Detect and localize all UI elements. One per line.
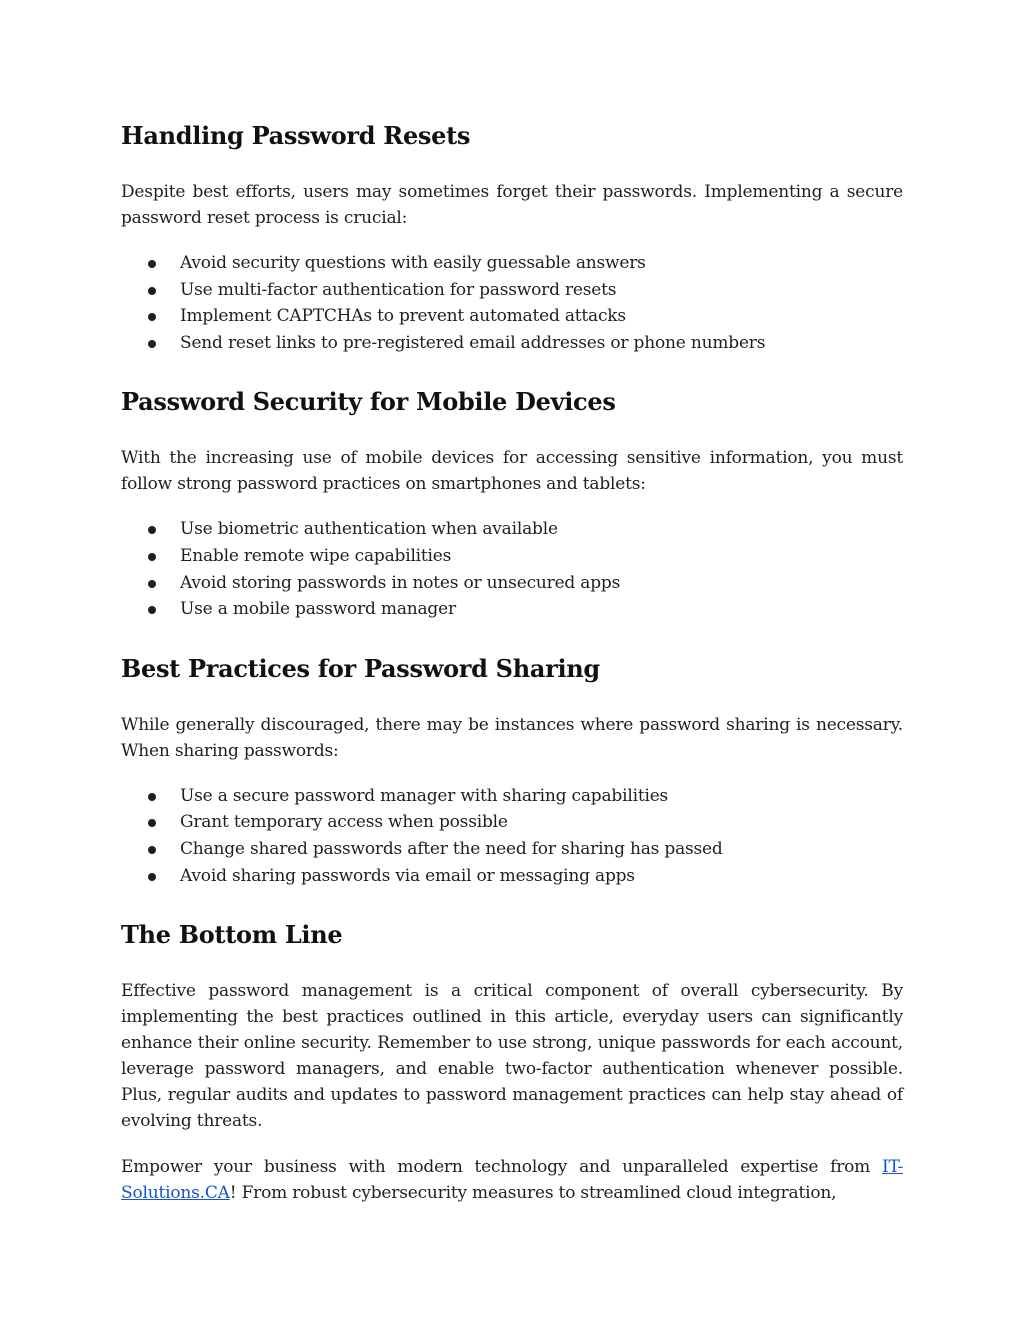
closing-paragraph (121, 1154, 903, 1206)
bullet-icon (148, 526, 156, 534)
bullet-icon (148, 580, 156, 588)
section-heading-password-sharing: Best Practices for Password Sharing (121, 653, 600, 683)
bullet-icon (148, 819, 156, 827)
list-item: Avoid sharing passwords via email or messaging apps (121, 863, 903, 890)
bullet-icon (148, 553, 156, 561)
bullet-list-password-resets (121, 250, 903, 356)
section-heading-bottom-line: The Bottom Line (121, 920, 343, 950)
bullet-icon (148, 873, 156, 881)
bullet-icon (148, 260, 156, 268)
bullet-icon (148, 313, 156, 321)
section-intro-mobile-devices: With the increasing use of mobile devices for accessing sensitive information, you must follow strong password practices on smartphones and tablets: (121, 448, 903, 495)
bullet-list-password-sharing (121, 783, 903, 889)
list-item: Use a mobile password manager (121, 596, 903, 623)
list-item: Send reset links to pre-registered email addresses or phone numbers (121, 330, 903, 357)
list-item: Use multi-factor authentication for password resets (121, 277, 903, 304)
list-item: Avoid security questions with easily guessable answers (121, 250, 903, 277)
list-item: Use biometric authentication when available (121, 516, 903, 543)
list-item: Use a secure password manager with sharing capabilities (121, 783, 903, 810)
list-item: Implement CAPTCHAs to prevent automated attacks (121, 303, 903, 330)
document-content (121, 118, 903, 1206)
bullet-icon (148, 287, 156, 295)
it-solutions-link[interactable]: IT-Solutions.CA (121, 1157, 903, 1204)
list-item: Avoid storing passwords in notes or unsecured apps (121, 570, 903, 597)
list-item: Change shared passwords after the need for sharing has passed (121, 836, 903, 863)
closing-text-before: Empower your business with modern technology and unparalleled expertise from (121, 1157, 882, 1178)
section-intro-password-sharing: While generally discouraged, there may be instances where password sharing is necessary. When sharing passwords: (121, 714, 903, 761)
bullet-list-mobile-devices (121, 516, 903, 622)
section-intro-password-resets: Despite best efforts, users may sometimes forget their passwords. Implementing a secure password reset process is crucial: (121, 182, 903, 228)
closing-text-after: ! From robust cybersecurity measures to streamlined cloud integration, (229, 1183, 837, 1204)
section-heading-password-resets: Handling Password Resets (121, 121, 471, 150)
bullet-icon (148, 793, 156, 801)
section-heading-mobile-devices: Password Security for Mobile Devices (121, 387, 616, 417)
list-item: Grant temporary access when possible (121, 809, 903, 836)
bullet-icon (148, 846, 156, 854)
bullet-icon (148, 606, 156, 614)
bullet-icon (148, 340, 156, 348)
list-item: Enable remote wipe capabilities (121, 543, 903, 570)
bottom-line-paragraph: Effective password management is a critical component of overall cybersecurity. By implementing the best practices outlined in this article, everyday users can significantly enhance their online security. Remember to use strong, unique passwords for each account, leverage password managers, and enable two-factor authentication whenever possible. Plus, regular audits and updates to password management practices can help stay ahead of evolving threats. (121, 981, 903, 1132)
